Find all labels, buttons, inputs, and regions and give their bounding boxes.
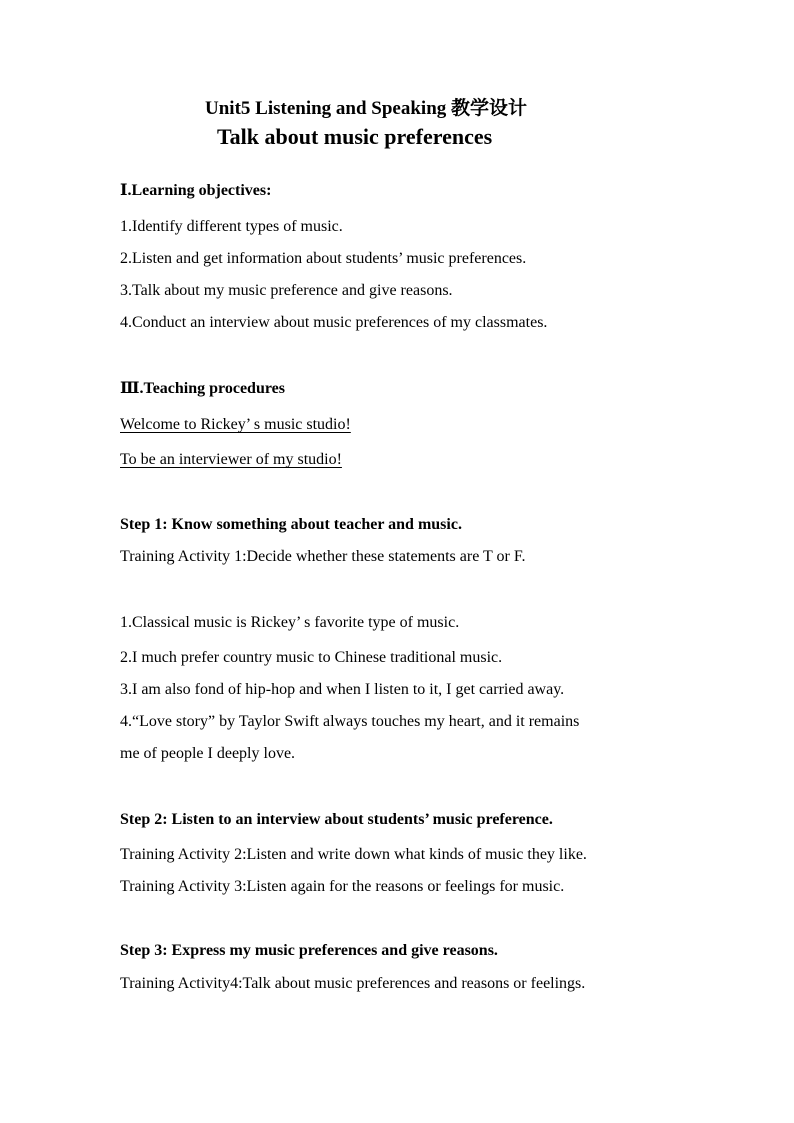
step1-statement: 3.I am also fond of hip-hop and when I listen to it, I get carried away. (120, 681, 565, 698)
objective-item: 1.Identify different types of music. (120, 218, 343, 235)
step2-activity: Training Activity 2:Listen and write down what kinds of music they like. (120, 846, 587, 863)
procedures-intro: To be an interviewer of my studio! (120, 451, 342, 468)
step2-activity: Training Activity 3:Listen again for the reasons or feelings for music. (120, 878, 565, 895)
document-title: Unit5 Listening and Speaking 教学设计 (205, 98, 528, 119)
step1-statement: me of people I deeply love. (120, 745, 296, 762)
procedures-heading: Ⅲ.Teaching procedures (120, 380, 285, 397)
objective-item: 3.Talk about my music preference and give reasons. (120, 282, 453, 299)
procedures-intro: Welcome to Rickey’ s music studio! (120, 416, 351, 433)
step1-activity: Training Activity 1:Decide whether these statements are T or F. (120, 548, 526, 565)
step3-activity: Training Activity4:Talk about music preferences and reasons or feelings. (120, 975, 586, 992)
objective-item: 4.Conduct an interview about music preferences of my classmates. (120, 314, 548, 331)
objective-item: 2.Listen and get information about students’ music preferences. (120, 250, 527, 267)
step3-heading: Step 3: Express my music preferences and give reasons. (120, 942, 498, 959)
step1-statement: 1.Classical music is Rickey’ s favorite type of music. (120, 614, 460, 631)
step1-statement: 4.“Love story” by Taylor Swift always touches my heart, and it remains (120, 713, 580, 730)
step1-heading: Step 1: Know something about teacher and music. (120, 516, 462, 533)
document-subtitle: Talk about music preferences (217, 124, 493, 149)
step2-heading: Step 2: Listen to an interview about students’ music preference. (120, 811, 553, 828)
step1-statement: 2.I much prefer country music to Chinese traditional music. (120, 649, 503, 666)
objectives-heading: Ⅰ.Learning objectives: (120, 182, 272, 199)
